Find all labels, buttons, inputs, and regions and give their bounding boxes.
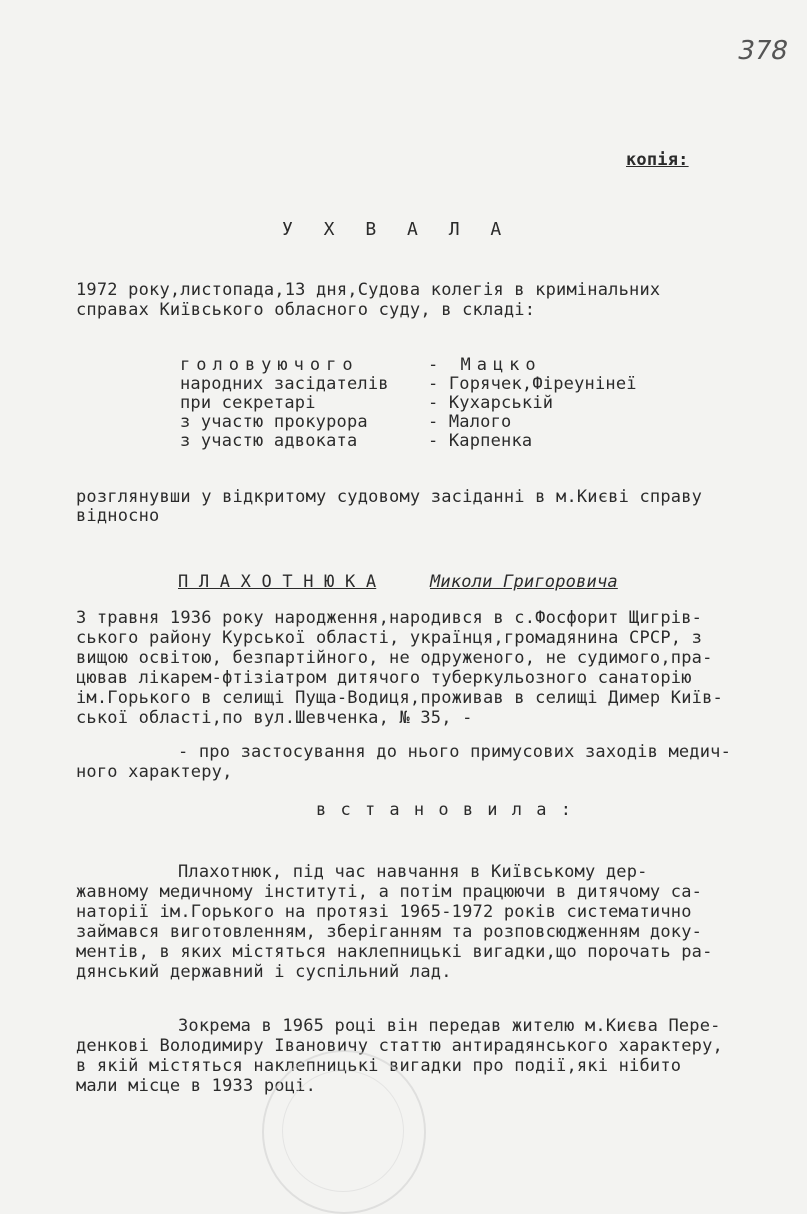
bio-line: ської області,по вул.Шевченка, № 35, - (76, 708, 473, 728)
composition-name: - Карпенка (428, 431, 533, 451)
para2-line: денкові Володимиру Івановичу статтю антирадянського характеру, (76, 1036, 723, 1056)
para1-line: ментів, в яких містяться наклепницькі вигадки,що порочать ра- (76, 942, 713, 962)
para1-line: Плахотнюк, під час навчання в Київському дер- (178, 862, 648, 882)
measures-line-2: ного характеру, (76, 762, 233, 782)
faded-stamp (262, 1050, 426, 1214)
para2-line: Зокрема в 1965 році він передав жителю м.Києва Пере- (178, 1016, 721, 1036)
considered-line-2: відносно (76, 506, 160, 526)
bio-line: цював лікарем-фтізіатром дитячого туберкульозного санаторію (76, 668, 692, 688)
bio-line: вищою освітою, безпартійного, не одруженого, не судимого,пра- (76, 648, 713, 668)
page-number: 378 (734, 36, 791, 66)
document-title: У Х В А Л А (282, 219, 512, 240)
composition-name: - Мацко (428, 355, 542, 375)
composition-name: - Горячек,Фіреунінеї (428, 374, 637, 394)
para1-line: жавному медичному інституті, а потім працюючи в дитячому са- (76, 882, 703, 902)
defendant-given-name: Миколи Григоровича (430, 572, 618, 592)
composition-role: з участю прокурора (180, 412, 368, 432)
para1-line: дянський державний і суспільний лад. (76, 962, 452, 982)
composition-role: з участю адвоката (180, 431, 358, 451)
bio-line: ім.Горького в селищі Пуща-Водиця,проживав в селищі Димер Київ- (76, 688, 723, 708)
established-heading: в с т а н о в и л а : (316, 800, 573, 820)
composition-name: - Кухарській (428, 393, 554, 413)
considered-line-1: розглянувши у відкритому судовому засіданні в м.Києві справу (76, 487, 703, 507)
composition-role: народних засідателів (180, 374, 389, 394)
defendant-surname: П Л А Х О Т Н Ю К А (178, 572, 377, 592)
intro-line-2: справах Київського обласного суду, в складі: (76, 300, 536, 320)
intro-line-1: 1972 року,листопада,13 дня,Судова колегія в кримінальних (76, 280, 661, 300)
para1-line: наторії ім.Горького на протязі 1965-1972 років систематично (76, 902, 692, 922)
composition-role: головуючого (180, 355, 359, 375)
measures-line-1: - про застосування до нього примусових заходів медич- (178, 742, 732, 762)
bio-line: 3 травня 1936 року народження,народився в с.Фосфорит Щигрів- (76, 608, 703, 628)
bio-line: ського району Курської області, українця,громадянина СРСР, з (76, 628, 703, 648)
para2-line: в якій містяться наклепницькі вигадки про події,які нібито (76, 1056, 682, 1076)
composition-name: - Малого (428, 412, 512, 432)
copy-label: копія: (626, 150, 689, 170)
composition-role: при секретарі (180, 393, 316, 413)
para1-line: займався виготовленням, зберіганням та розповсюдженням доку- (76, 922, 703, 942)
para2-line: мали місце в 1933 році. (76, 1076, 317, 1096)
